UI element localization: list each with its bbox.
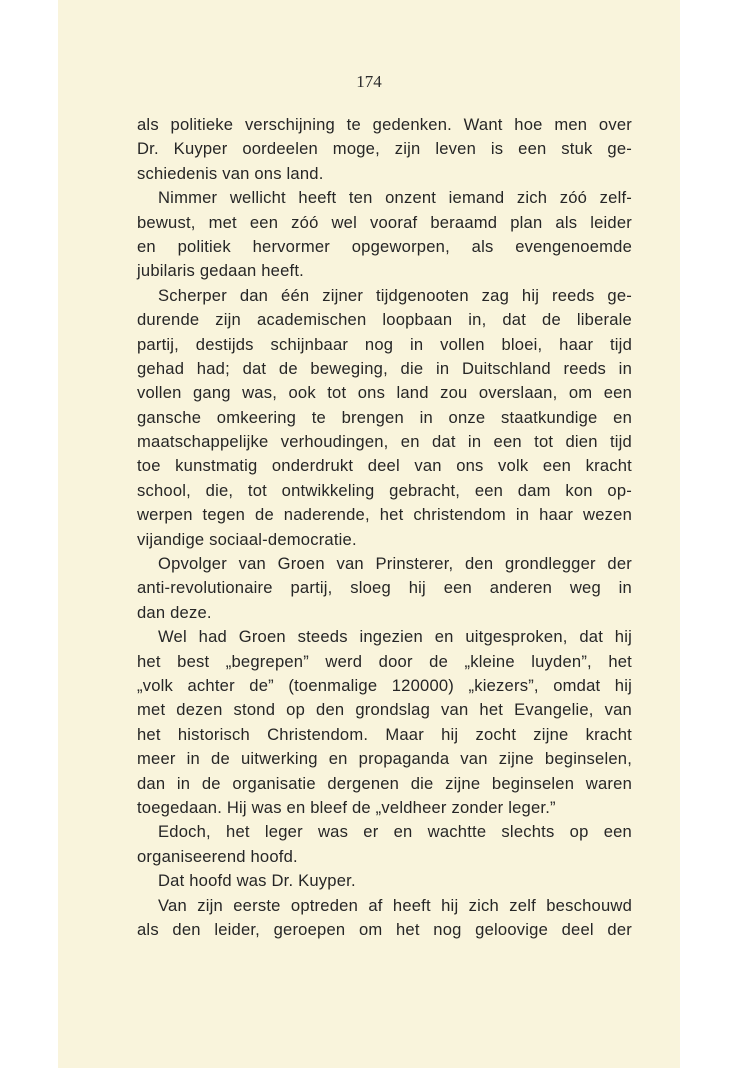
text-line: het historisch Christendom. Maar hij zocht zijne kracht: [137, 724, 632, 744]
text-line: vijandige sociaal-democratie.: [137, 529, 357, 549]
text-line: Edoch, het leger was er en wachtte slechts op een: [158, 822, 632, 842]
text-line: school, die, tot ontwikkeling gebracht, een dam kon op-: [137, 480, 632, 500]
paragraph: [137, 820, 632, 869]
paragraph: [137, 284, 632, 552]
paragraph: [137, 186, 632, 284]
text-line: Van zijn eerste optreden af heeft hij zich zelf beschouwd: [158, 895, 632, 915]
paragraph: [137, 894, 632, 943]
text-line: toegedaan. Hij was en bleef de „veldheer zonder leger.”: [137, 797, 556, 817]
paragraph: [137, 625, 632, 820]
text-line: en politiek hervormer opgeworpen, als evengenoemde: [137, 236, 632, 256]
text-line: dan deze.: [137, 602, 212, 622]
text-line: gehad had; dat de beweging, die in Duitschland reeds in: [137, 358, 632, 378]
text-line: anti-revolutionaire partij, sloeg hij een anderen weg in: [137, 578, 632, 598]
text-line: het best „begrepen” werd door de „kleine luyden”, het: [137, 651, 632, 671]
text-line: durende zijn academischen loopbaan in, dat de liberale: [137, 310, 632, 330]
body-text: [137, 113, 632, 942]
text-line: werpen tegen de naderende, het christendom in haar wezen: [137, 505, 632, 525]
text-line: jubilaris gedaan heeft.: [137, 261, 304, 281]
text-line: organiseerend hoofd.: [137, 846, 298, 866]
text-line: gansche omkeering te brengen in onze staatkundige en: [137, 407, 632, 427]
text-line: Scherper dan één zijner tijdgenooten zag hij reeds ge-: [158, 285, 632, 305]
text-line: vollen gang was, ook tot ons land zou overslaan, om een: [137, 383, 632, 403]
text-line: Opvolger van Groen van Prinsterer, den grondlegger der: [158, 554, 632, 574]
text-line: schiedenis van ons land.: [137, 163, 324, 183]
book-page: [58, 0, 680, 1068]
text-line: als politieke verschijning te gedenken. Want hoe men over: [137, 115, 632, 134]
text-line: Dat hoofd was Dr. Kuyper.: [158, 871, 356, 891]
text-line: als den leider, geroepen om het nog geloovige deel der: [137, 919, 632, 939]
text-line: meer in de uitwerking en propaganda van zijne beginselen,: [137, 749, 632, 769]
text-line: met dezen stond op den grondslag van het Evangelie, van: [137, 700, 632, 720]
paragraph: [137, 552, 632, 625]
text-line: Nimmer wellicht heeft ten onzent iemand zich zóó zelf-: [158, 188, 632, 208]
text-line: toe kunstmatig onderdrukt deel van ons volk een kracht: [137, 456, 632, 476]
text-line: Dr. Kuyper oordeelen moge, zijn leven is een stuk ge-: [137, 139, 632, 159]
text-line: Wel had Groen steeds ingezien en uitgesproken, dat hij: [158, 627, 632, 647]
page-number: 174: [356, 72, 382, 91]
text-line: maatschappelijke verhoudingen, en dat in een tot dien tijd: [137, 432, 632, 452]
paragraph: [137, 113, 632, 186]
text-line: partij, destijds schijnbaar nog in vollen bloei, haar tijd: [137, 334, 632, 354]
text-line: „volk achter de” (toenmalige 120000) „kiezers”, omdat hij: [137, 675, 632, 695]
text-line: bewust, met een zóó wel vooraf beraamd plan als leider: [137, 212, 632, 232]
text-line: dan in de organisatie dergenen die zijne beginselen waren: [137, 773, 632, 793]
paragraph: [137, 869, 632, 893]
